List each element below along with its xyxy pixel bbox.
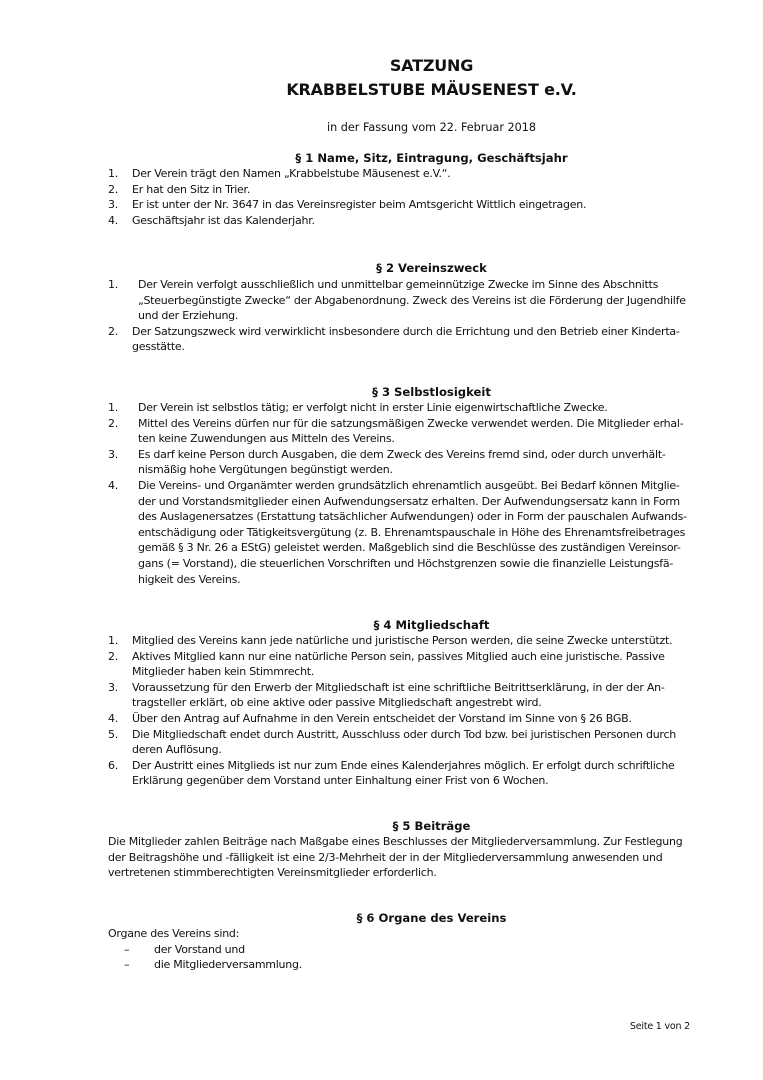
item-number: 1. [108, 401, 118, 414]
bullet-text: der Vorstand und [154, 942, 245, 956]
item-text: Die Mitgliedschaft endet durch Austritt, Ausschluss oder durch Tod bzw. bei juristischen Personen durch [132, 727, 676, 741]
item-text: tragsteller erklärt, ob eine aktive oder passive Mitgliedschaft angestrebt wird. [132, 696, 542, 710]
document-subtitle: KRABBELSTUBE MÄUSENEST e.V. [286, 80, 577, 99]
list-item [108, 758, 724, 789]
item-number: 2. [108, 182, 118, 196]
list-item [108, 416, 724, 447]
item-text: Mitglied des Vereins kann jede natürliche und juristische Person werden, die seine Zwecke unterstützt. [132, 634, 673, 647]
list-item [108, 182, 724, 198]
item-text: deren Auflösung. [132, 743, 222, 757]
item-text: gesstätte. [132, 340, 185, 354]
document-title: SATZUNG [389, 56, 474, 75]
item-number: 4. [108, 711, 118, 725]
item-text: Er ist unter der Nr. 3647 in das Vereinsregister beim Amtsgericht Wittlich eingetragen. [132, 198, 587, 212]
item-text: Voraussetzung für den Erwerb der Mitgliedschaft ist eine schriftliche Beitrittserklärung, in der der An- [132, 680, 665, 694]
item-text: Aktives Mitglied kann nur eine natürliche Person sein, passives Mitglied auch eine juristische. Passive [132, 649, 665, 663]
bullet-text: die Mitgliederversammlung. [154, 958, 302, 972]
section-heading: § 2 Vereinszweck [376, 261, 487, 275]
item-text: des Auslagenersatzes (Erstattung tatsächlicher Aufwendungen) oder in Form der pauschalen Aufwands- [138, 510, 687, 524]
item-text: Der Verein trägt den Namen „Krabbelstube Mäusenest e.V.“. [132, 167, 451, 180]
item-text: Erklärung gegenüber dem Vorstand unter Einhaltung einer Frist von 6 Wochen. [132, 774, 549, 788]
item-number: 4. [108, 213, 118, 227]
item-number: 3. [108, 680, 118, 694]
dash-bullet-icon: – [124, 942, 130, 956]
item-text: Es darf keine Person durch Ausgaben, die dem Zweck des Vereins fremd sind, oder durch unverhält- [138, 447, 666, 461]
list-item [108, 166, 724, 182]
section-2-list [108, 277, 724, 355]
section-4-list [108, 633, 724, 789]
item-text: gans (= Vorstand), die steuerlichen Vorschriften und Höchstgrenzen sowie die finanzielle Leistungsfä- [138, 556, 674, 570]
section-1-list [108, 166, 724, 228]
item-text: Er hat den Sitz in Trier. [132, 182, 251, 196]
section-heading: § 4 Mitgliedschaft [373, 618, 490, 632]
list-item [108, 680, 724, 711]
item-text: higkeit des Vereins. [138, 572, 241, 586]
section-heading: § 3 Selbstlosigkeit [372, 385, 491, 399]
bullet-item [108, 957, 724, 973]
item-text: der und Vorstandsmitglieder einen Aufwendungsersatz erhalten. Der Aufwendungsersatz kann in Form [138, 494, 680, 508]
paragraph-line: der Beitragshöhe und -fälligkeit ist eine 2/3-Mehrheit der in der Mitgliederversammlung anwesenden und [108, 850, 663, 864]
item-number: 2. [108, 416, 118, 430]
item-text: Der Verein verfolgt ausschließlich und unmittelbar gemeinnützige Zwecke im Sinne des Abschnitts [138, 278, 659, 291]
list-item [108, 400, 724, 416]
item-text: ten keine Zuwendungen aus Mitteln des Vereins. [138, 432, 395, 446]
paragraph-line: Die Mitglieder zahlen Beiträge nach Maßgabe eines Beschlusses der Mitgliederversammlung. Zur Festlegung [108, 835, 683, 848]
item-number: 1. [108, 167, 118, 180]
item-text: Der Verein ist selbstlos tätig; er verfolgt nicht in erster Linie eigenwirtschaftliche Zwecke. [138, 401, 608, 414]
item-number: 3. [108, 198, 118, 212]
item-number: 5. [108, 727, 118, 741]
item-text: Geschäftsjahr ist das Kalenderjahr. [132, 213, 315, 227]
section-heading: § 6 Organe des Vereins [356, 911, 507, 925]
section-3-list [108, 400, 724, 587]
list-item [108, 277, 724, 324]
item-number: 4. [108, 478, 118, 492]
version-note: in der Fassung vom 22. Februar 2018 [327, 121, 536, 134]
section-heading: § 5 Beiträge [392, 819, 471, 833]
dash-bullet-icon: – [124, 958, 130, 972]
list-item [108, 197, 724, 213]
item-number: 1. [108, 634, 118, 647]
paragraph-line: vertretenen stimmberechtigten Vereinsmitglieder erforderlich. [108, 866, 437, 880]
list-item [108, 727, 724, 758]
list-item [108, 478, 724, 587]
item-number: 6. [108, 758, 118, 772]
item-number: 2. [108, 649, 118, 663]
list-item [108, 633, 724, 649]
item-number: 2. [108, 324, 118, 338]
item-text: Mitglieder haben kein Stimmrecht. [132, 665, 315, 679]
item-text: Mittel des Vereins dürfen nur für die satzungsmäßigen Zwecke verwendet werden. Die Mitglieder erhal- [138, 416, 684, 430]
list-item [108, 447, 724, 478]
item-text: nismäßig hohe Vergütungen begünstigt werden. [138, 463, 393, 477]
section-heading: § 1 Name, Sitz, Eintragung, Geschäftsjahr [295, 151, 568, 165]
list-item [108, 324, 724, 355]
paragraph-line: Organe des Vereins sind: [108, 927, 240, 940]
section-5-paragraph [108, 834, 724, 881]
item-text: Über den Antrag auf Aufnahme in den Verein entscheidet der Vorstand im Sinne von § 26 BGB. [132, 711, 632, 725]
list-item [108, 711, 724, 727]
section-6-content [108, 926, 724, 973]
item-number: 1. [108, 278, 118, 291]
list-item [108, 213, 724, 229]
item-text: Der Satzungszweck wird verwirklicht insbesondere durch die Errichtung und den Betrieb einer Kinderta- [132, 324, 680, 338]
page-number: Seite 1 von 2 [629, 1021, 690, 1032]
item-number: 3. [108, 447, 118, 461]
item-text: Die Vereins- und Organämter werden grundsätzlich ehrenamtlich ausgeübt. Bei Bedarf können Mitglie- [138, 478, 680, 492]
bullet-item [108, 942, 724, 958]
item-text: entschädigung oder Tätigkeitsvergütung (z. B. Ehrenamtspauschale in Höhe des Ehrenamtsfreibetrages [138, 525, 686, 539]
item-text: Der Austritt eines Mitglieds ist nur zum Ende eines Kalenderjahres möglich. Er erfolgt durch schriftliche [132, 758, 675, 772]
item-text: und der Erziehung. [138, 309, 239, 323]
item-text: gemäß § 3 Nr. 26 a EStG) geleistet werden. Maßgeblich sind die Beschlüsse des zuständigen Vereinsor- [138, 541, 681, 555]
list-item [108, 649, 724, 680]
item-text: „Steuerbegünstigte Zwecke“ der Abgabenordnung. Zweck des Vereins ist die Förderung der Jugendhilfe [138, 293, 686, 307]
